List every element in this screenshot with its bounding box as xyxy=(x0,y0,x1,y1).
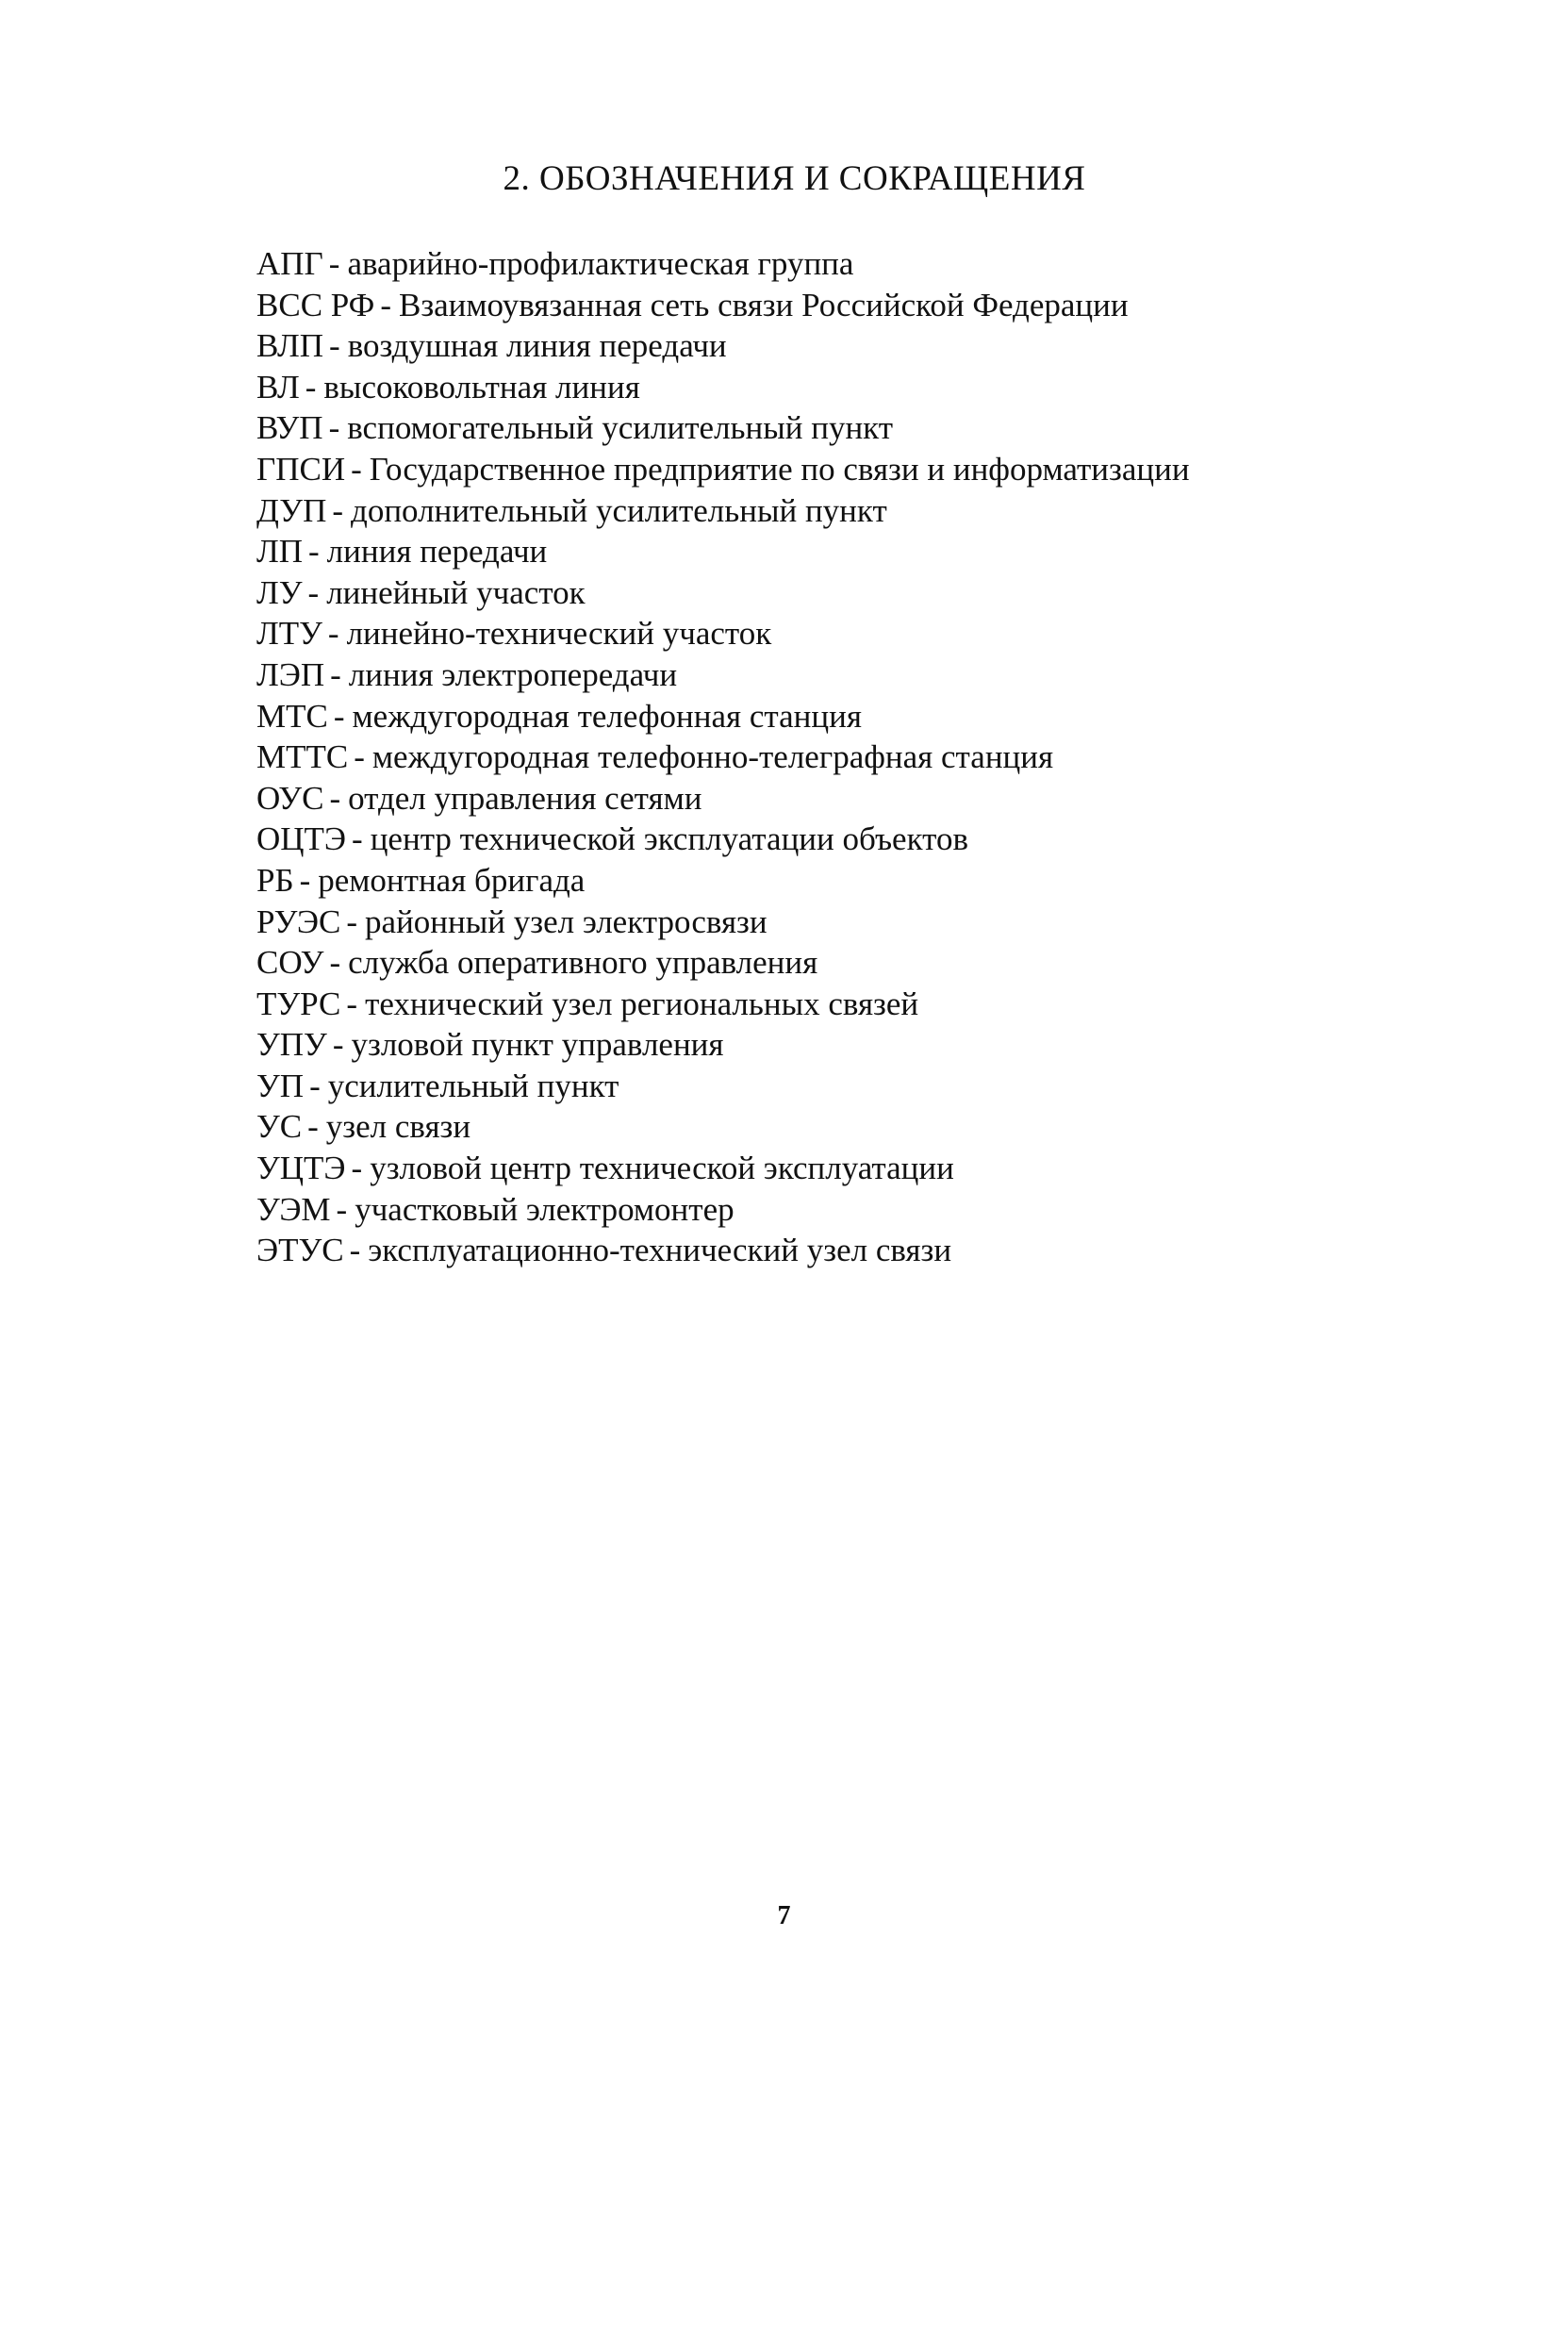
abbreviation-term: ГПСИ xyxy=(256,450,346,488)
abbreviation-row xyxy=(256,407,1369,449)
abbreviation-term: УС xyxy=(256,1108,303,1146)
abbreviation-definition: междугородная телефонная станция xyxy=(352,697,862,735)
abbreviation-separator: - xyxy=(329,779,341,817)
abbreviation-definition: служба оперативного управления xyxy=(348,944,818,982)
abbreviation-definition: технический узел региональных связей xyxy=(365,985,919,1022)
abbreviation-term: РБ xyxy=(256,861,294,899)
abbreviation-definition: Взаимоувязанная сеть связи Российской Федерации xyxy=(398,286,1129,323)
abbreviation-definition: ремонтная бригада xyxy=(318,861,586,899)
abbreviation-row xyxy=(256,902,1369,943)
abbreviation-term: ЭТУС xyxy=(256,1232,344,1269)
abbreviation-row xyxy=(256,696,1369,737)
abbreviation-definition: узловой центр технической эксплуатации xyxy=(370,1150,954,1187)
abbreviation-definition: Государственное предприятие по связи и информатизации xyxy=(369,450,1190,488)
section-heading xyxy=(0,158,1568,200)
abbreviation-separator: - xyxy=(328,245,340,282)
abbreviation-separator: - xyxy=(328,409,340,447)
abbreviation-separator: - xyxy=(351,1150,363,1187)
abbreviation-separator: - xyxy=(351,450,362,488)
abbreviation-row xyxy=(256,243,1369,285)
abbreviation-definition: воздушная линия передачи xyxy=(347,327,727,365)
abbreviation-term: ЛП xyxy=(256,533,304,571)
abbreviation-separator: - xyxy=(329,944,341,982)
abbreviation-term: ТУРС xyxy=(256,985,341,1022)
abbreviation-separator: - xyxy=(352,820,363,858)
abbreviation-row xyxy=(256,285,1369,326)
abbreviation-separator: - xyxy=(307,573,320,611)
abbreviation-term: ВЛ xyxy=(256,368,300,406)
abbreviation-definition: линейный участок xyxy=(326,573,586,611)
abbreviation-term: АПГ xyxy=(256,245,323,282)
abbreviation-term: РУЭС xyxy=(256,902,341,940)
abbreviation-separator: - xyxy=(346,985,358,1022)
abbreviation-separator: - xyxy=(332,1026,344,1064)
abbreviation-list xyxy=(256,243,1369,1271)
abbreviation-row xyxy=(256,1024,1369,1066)
abbreviation-row xyxy=(256,531,1369,572)
abbreviation-row xyxy=(256,572,1369,614)
abbreviation-separator: - xyxy=(336,1190,348,1228)
abbreviation-term: УЭМ xyxy=(256,1190,331,1228)
abbreviation-definition: линия электропередачи xyxy=(348,655,678,693)
page-number: 7 xyxy=(777,1901,791,1930)
abbreviation-row xyxy=(256,1230,1369,1271)
abbreviation-separator: - xyxy=(354,738,365,776)
abbreviation-row xyxy=(256,613,1369,654)
abbreviation-row xyxy=(256,1189,1369,1231)
abbreviation-row xyxy=(256,490,1369,532)
abbreviation-term: ОЦТЭ xyxy=(256,820,347,858)
abbreviation-separator: - xyxy=(332,491,344,529)
abbreviation-definition: дополнительный усилительный пункт xyxy=(351,491,887,529)
abbreviation-term: ЛТУ xyxy=(256,615,322,653)
abbreviation-row xyxy=(256,778,1369,820)
abbreviation-separator: - xyxy=(330,655,341,693)
abbreviation-definition: узловой пункт управления xyxy=(351,1026,724,1064)
abbreviation-separator: - xyxy=(299,861,311,899)
abbreviation-term: УЦТЭ xyxy=(256,1150,346,1187)
abbreviation-row xyxy=(256,1066,1369,1107)
abbreviation-term: УПУ xyxy=(256,1026,327,1064)
abbreviation-row xyxy=(256,325,1369,367)
abbreviation-definition: эксплуатационно-технический узел связи xyxy=(368,1232,952,1269)
abbreviation-definition: отдел управления сетями xyxy=(348,779,702,817)
abbreviation-row xyxy=(256,860,1369,902)
abbreviation-row xyxy=(256,942,1369,984)
abbreviation-definition: междугородная телефонно-телеграфная станция xyxy=(371,738,1054,776)
abbreviation-separator: - xyxy=(349,1232,361,1269)
abbreviation-term: УП xyxy=(256,1067,305,1104)
abbreviation-separator: - xyxy=(305,368,317,406)
abbreviation-definition: участковый электромонтер xyxy=(355,1190,734,1228)
abbreviation-definition: линия передачи xyxy=(326,533,548,571)
abbreviation-term: ОУС xyxy=(256,779,324,817)
abbreviation-term: МТС xyxy=(256,697,328,735)
abbreviation-row xyxy=(256,654,1369,696)
abbreviation-definition: вспомогательный усилительный пункт xyxy=(347,409,894,447)
abbreviation-term: ЛЭП xyxy=(256,655,325,693)
abbreviation-term: ДУП xyxy=(256,491,327,529)
abbreviation-separator: - xyxy=(309,1067,321,1104)
abbreviation-row xyxy=(256,449,1369,490)
abbreviation-row xyxy=(256,1106,1369,1148)
abbreviation-term: ВЛП xyxy=(256,327,324,365)
abbreviation-row xyxy=(256,367,1369,408)
abbreviation-definition: узел связи xyxy=(325,1108,471,1146)
abbreviation-definition: линейно-технический участок xyxy=(346,615,772,653)
abbreviation-term: ВСС РФ xyxy=(256,286,375,323)
abbreviation-term: ЛУ xyxy=(256,573,303,611)
abbreviation-term: МТТС xyxy=(256,738,349,776)
abbreviation-separator: - xyxy=(380,286,391,323)
abbreviation-row xyxy=(256,1148,1369,1189)
abbreviation-separator: - xyxy=(308,533,320,571)
abbreviation-definition: районный узел электросвязи xyxy=(365,902,767,940)
abbreviation-definition: центр технической эксплуатации объектов xyxy=(370,820,968,858)
abbreviation-separator: - xyxy=(307,1108,319,1146)
abbreviation-definition: аварийно-профилактическая группа xyxy=(347,245,854,282)
abbreviation-separator: - xyxy=(346,902,358,940)
abbreviation-separator: - xyxy=(327,615,339,653)
section-heading-text: 2. ОБОЗНАЧЕНИЯ И СОКРАЩЕНИЯ xyxy=(503,159,1086,198)
abbreviation-row xyxy=(256,737,1369,778)
abbreviation-separator: - xyxy=(333,697,345,735)
abbreviation-definition: высоковольтная линия xyxy=(323,368,640,406)
abbreviation-row xyxy=(256,984,1369,1025)
abbreviation-term: СОУ xyxy=(256,944,324,982)
abbreviation-separator: - xyxy=(329,327,340,365)
abbreviation-definition: усилительный пункт xyxy=(327,1067,619,1104)
abbreviation-term: ВУП xyxy=(256,409,323,447)
abbreviation-row xyxy=(256,819,1369,860)
